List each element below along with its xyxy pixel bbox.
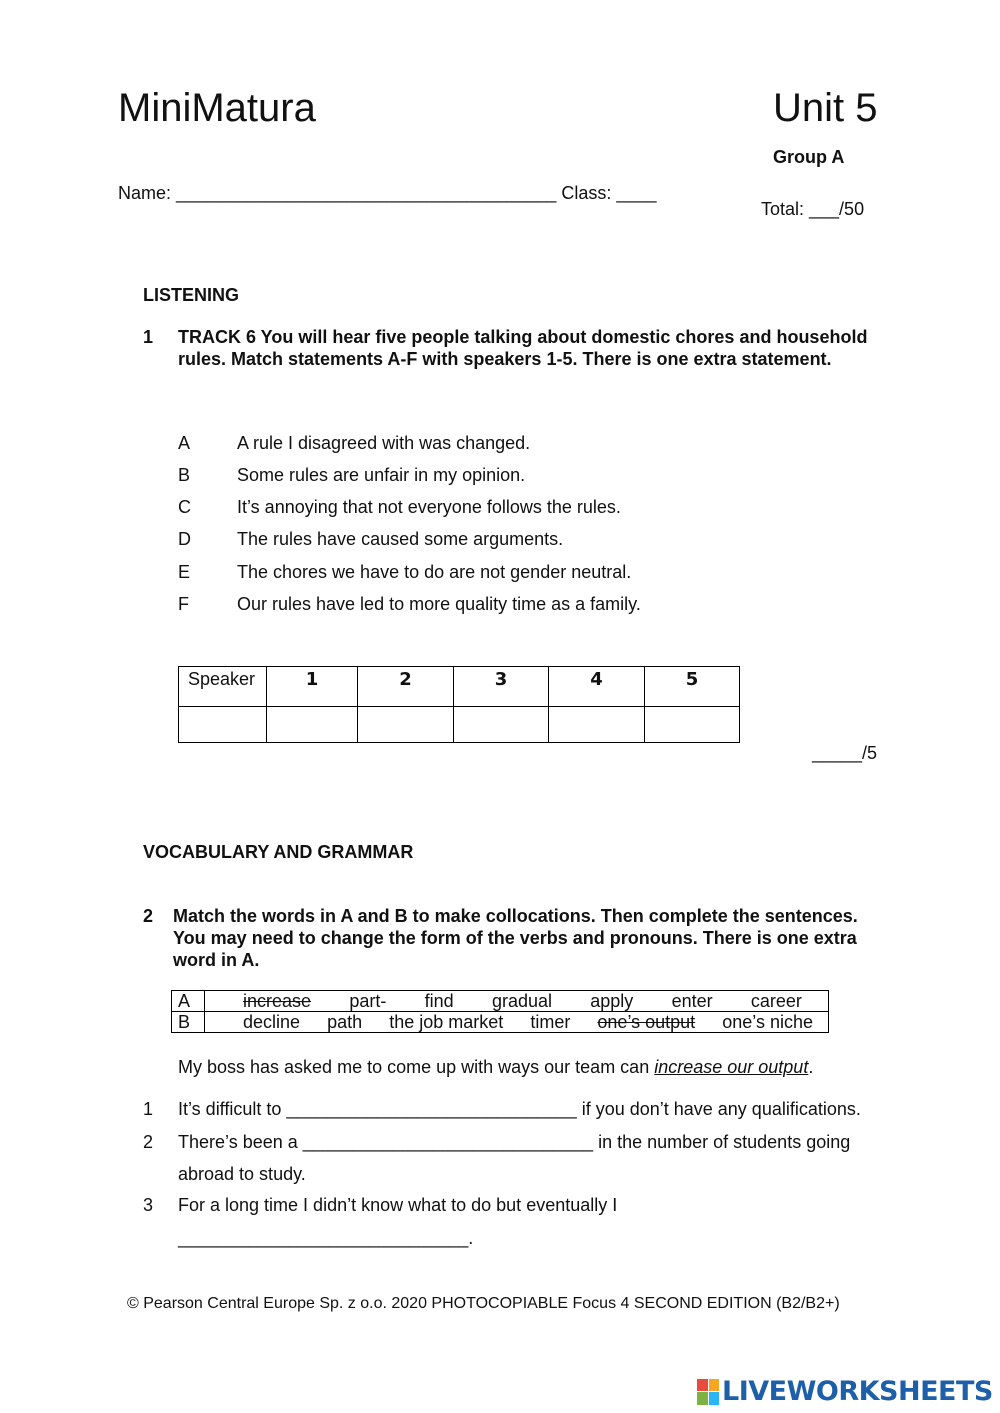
example-suffix: . (808, 1057, 814, 1077)
statement-letter: A (178, 433, 191, 453)
logo-text: LIVEWORKSHEETS (722, 1376, 993, 1407)
collocation-word: find (424, 991, 454, 1011)
statement-text: Our rules have led to more quality time as a family. (237, 594, 641, 614)
logo-square (697, 1392, 708, 1405)
row-b-words (205, 1012, 829, 1033)
speaker-number: 5 (645, 667, 740, 707)
collocation-word: gradual (491, 991, 552, 1011)
statement-letter: B (178, 465, 191, 485)
answer-cell[interactable] (454, 707, 549, 743)
liveworksheets-logo (697, 1376, 993, 1407)
logo-square (697, 1379, 708, 1392)
task1-score: _____/5 (812, 743, 878, 763)
collocation-word: apply (590, 991, 634, 1011)
sentence-number: 1 (143, 1099, 154, 1119)
speaker-number: 1 (267, 667, 358, 707)
logo-square (709, 1379, 720, 1392)
collocation-word: path (327, 1012, 363, 1032)
statement-text: The chores we have to do are not gender neutral. (237, 562, 632, 582)
group-label: Group A (773, 147, 845, 167)
vocab-heading: VOCABULARY AND GRAMMAR (143, 842, 414, 862)
statement-text: A rule I disagreed with was changed. (237, 433, 531, 453)
example-sentence (178, 1056, 813, 1078)
sentence-number: 2 (143, 1132, 154, 1152)
row-a-words (205, 991, 829, 1012)
name-class-line: Name: ______________________________________ Class: ____ (118, 183, 657, 203)
copyright-footer: © Pearson Central Europe Sp. z o.o. 2020 PHOTOCOPIABLE Focus 4 SECOND EDITION (B2/B2+) (127, 1295, 840, 1312)
example-answer: increase our output (654, 1057, 809, 1077)
speaker-number: 2 (358, 667, 454, 707)
speaker-label: Speaker (179, 667, 267, 707)
example-prefix: My boss has asked me to come up with ways our team can (178, 1057, 655, 1077)
collocation-table (171, 990, 829, 1033)
statement-letter: E (178, 562, 191, 582)
collocation-word: part- (349, 991, 387, 1011)
sentence-line-continued[interactable]: _____________________________. (178, 1228, 474, 1248)
answer-cell[interactable] (267, 707, 358, 743)
answer-cell[interactable] (358, 707, 454, 743)
collocation-word: career (750, 991, 802, 1011)
statement-letter: C (178, 497, 191, 517)
task2-number: 2 (143, 906, 154, 926)
collocation-word: enter (671, 991, 713, 1011)
collocation-word: decline (243, 1012, 301, 1032)
task1-instruction: TRACK 6 You will hear five people talking about domestic chores and household rules. Match statements A-F with speakers 1-5. There is one extra statement. (178, 327, 868, 369)
collocation-word: one’s output (597, 1012, 696, 1032)
answer-cell[interactable] (549, 707, 645, 743)
sentence-line[interactable]: It’s difficult to _____________________________ if you don’t have any qualifications. (178, 1099, 861, 1119)
collocation-word: increase (243, 991, 312, 1011)
total-score: Total: ___/50 (761, 199, 865, 219)
logo-square (709, 1392, 720, 1405)
sentence-line[interactable]: There’s been a _____________________________ in the number of students going (178, 1132, 851, 1152)
row-b-key: B (172, 1012, 205, 1033)
statement-letter: F (178, 594, 189, 614)
collocation-word: timer (530, 1012, 571, 1032)
unit-label: Unit 5 (773, 86, 878, 130)
sentence-line-continued[interactable]: abroad to study. (178, 1164, 306, 1184)
statement-letter: D (178, 529, 191, 549)
task1-number: 1 (143, 327, 154, 347)
collocation-word: the job market (389, 1012, 504, 1032)
liveworksheets-logo-icon (697, 1379, 719, 1405)
answer-cell[interactable] (645, 707, 740, 743)
listening-heading: LISTENING (143, 285, 240, 305)
speaker-number: 4 (549, 667, 645, 707)
sentence-number: 3 (143, 1195, 154, 1215)
statement-text: It’s annoying that not everyone follows the rules. (237, 497, 621, 517)
worksheet-title: MiniMatura (118, 86, 316, 130)
collocation-word: one’s niche (722, 1012, 813, 1032)
task2-instruction: Match the words in A and B to make collocations. Then complete the sentences. You may need to change the form of the verbs and pronouns. There is one extra word in A. (173, 906, 858, 970)
statement-text: Some rules are unfair in my opinion. (237, 465, 526, 485)
speaker-number: 3 (454, 667, 549, 707)
statement-text: The rules have caused some arguments. (237, 529, 564, 549)
speaker-answer-table (178, 666, 740, 743)
answer-cell-blank (179, 707, 267, 743)
row-a-key: A (172, 991, 205, 1012)
sentence-line[interactable]: For a long time I didn’t know what to do but eventually I (178, 1195, 618, 1215)
